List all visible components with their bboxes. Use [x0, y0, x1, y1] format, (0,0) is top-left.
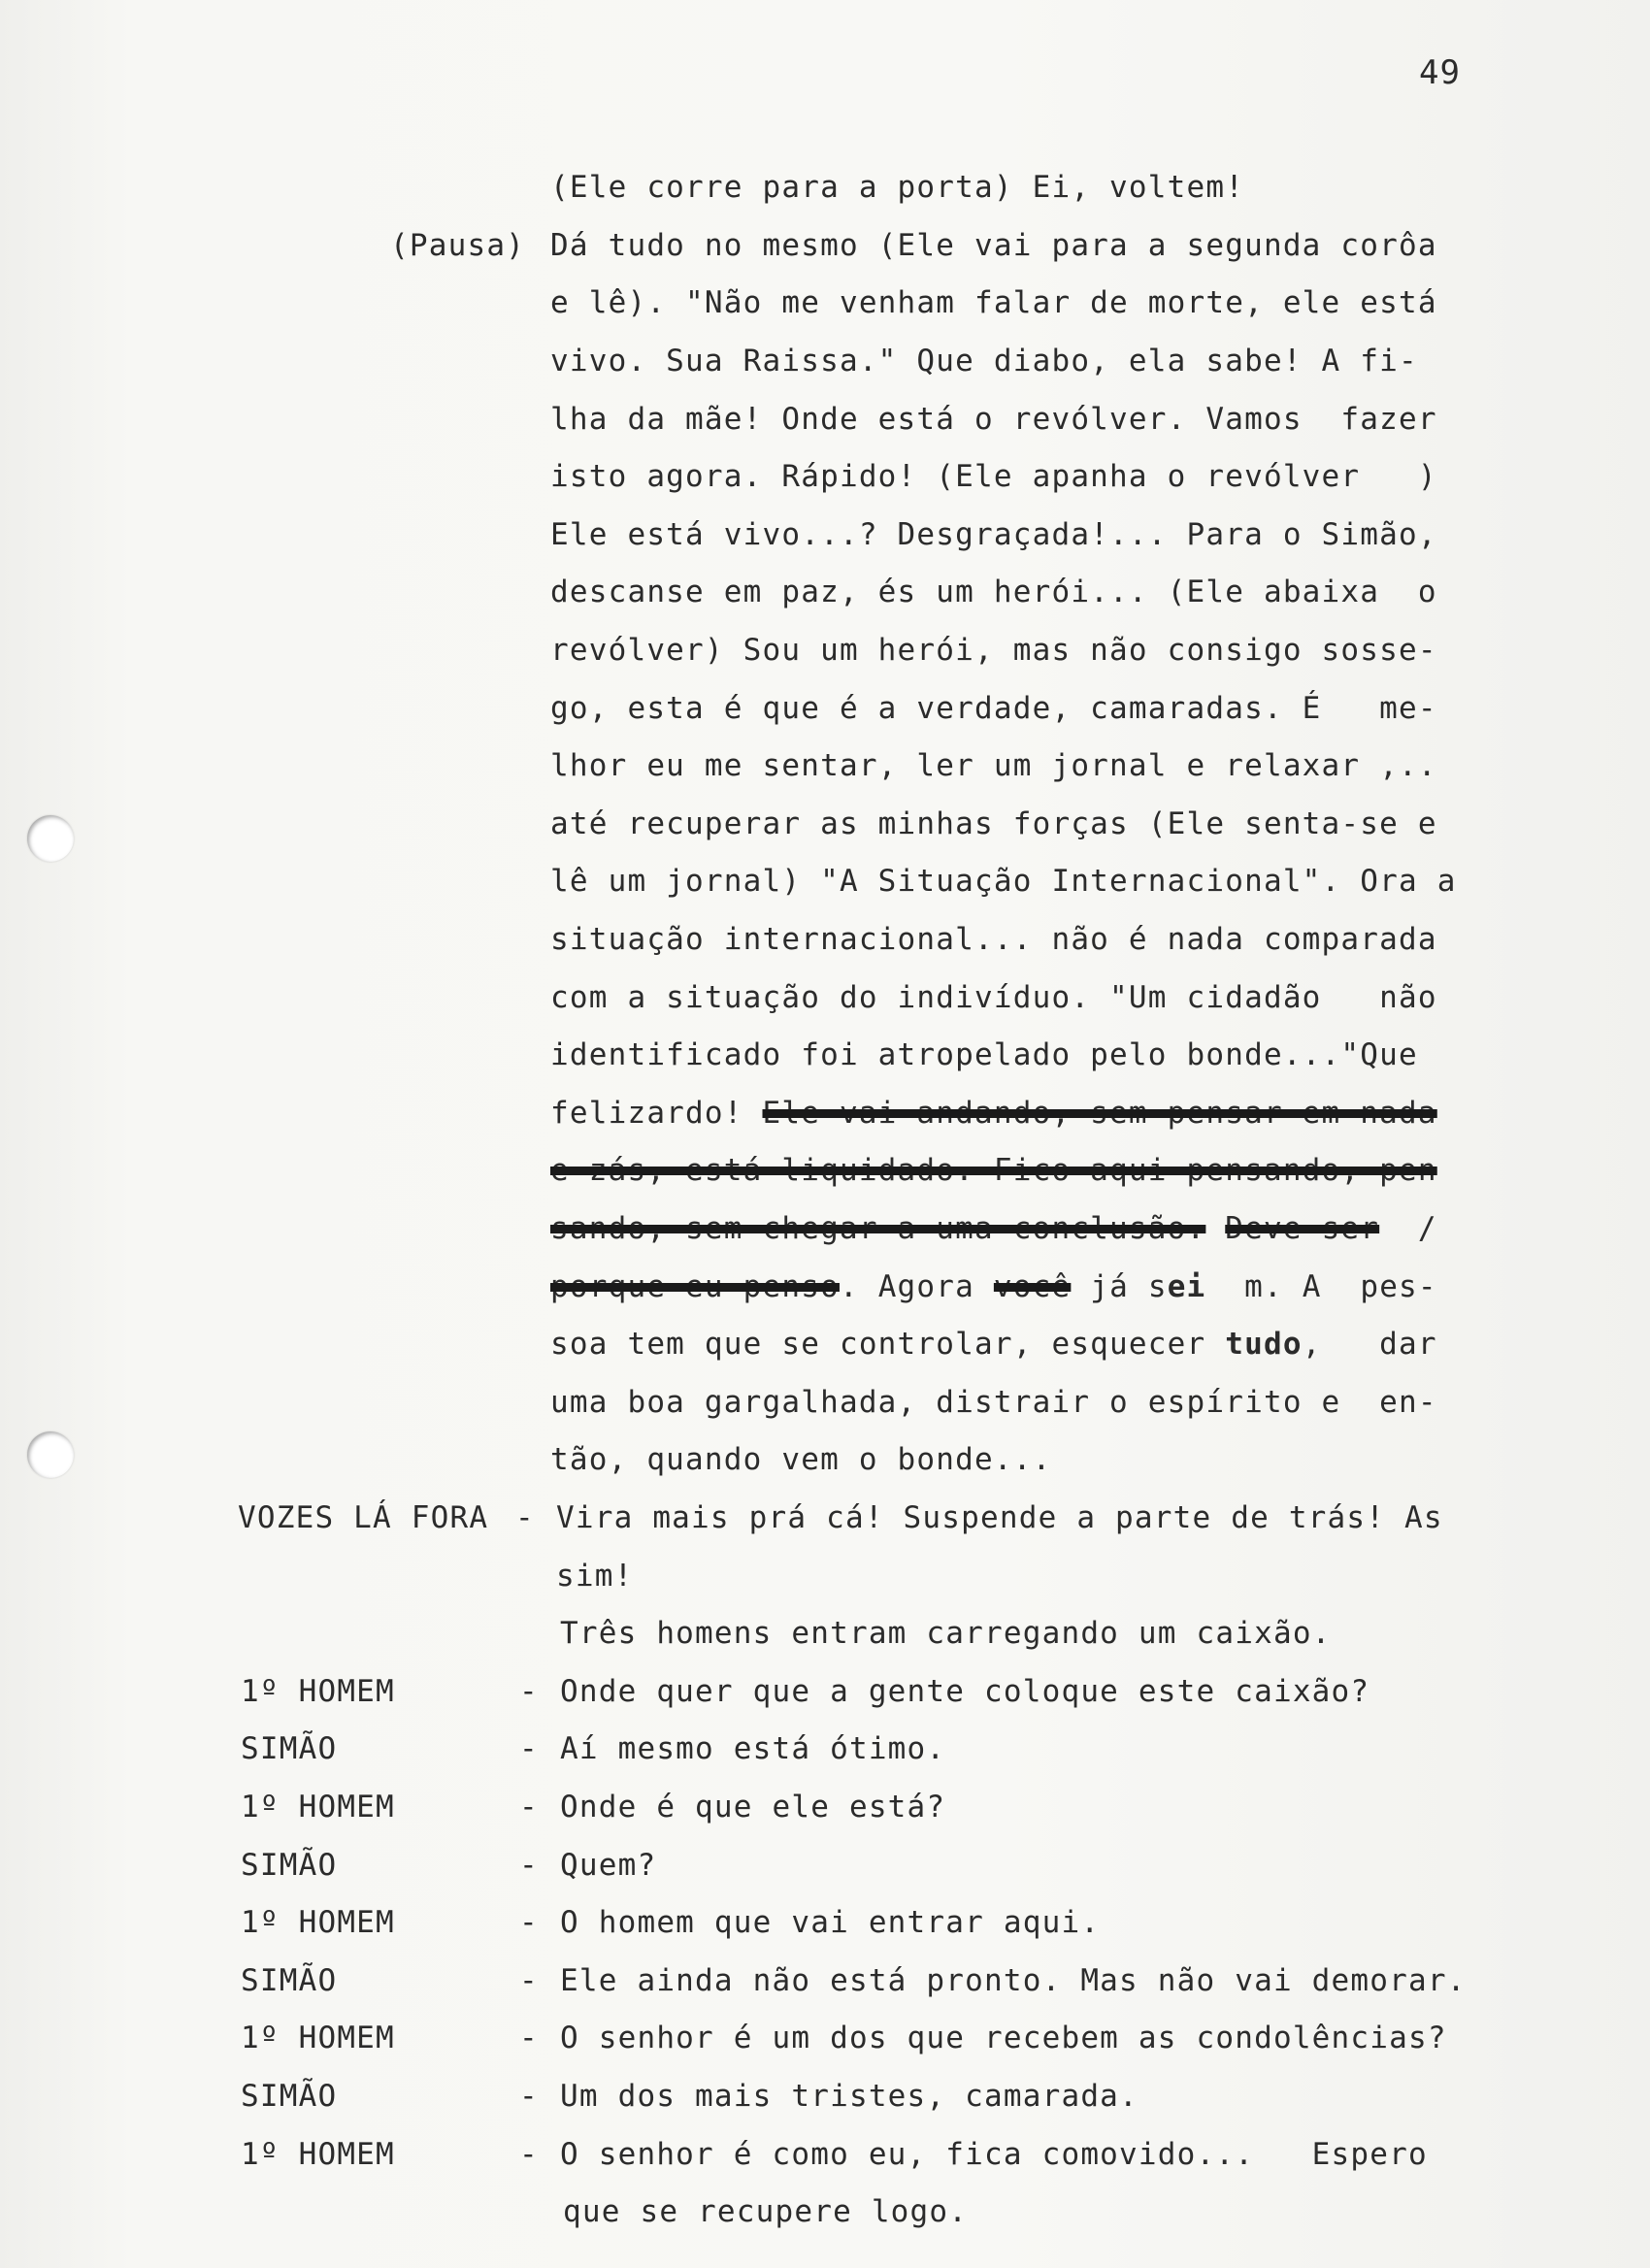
dialogue-line: Um dos mais tristes, camarada.: [560, 2079, 1138, 2114]
monologue-line: lha da mãe! Onde está o revólver. Vamos fazer: [550, 402, 1437, 437]
monologue-line: identificado foi atropelado pelo bonde..."Que: [550, 1037, 1418, 1072]
plain-text: já s: [1071, 1269, 1168, 1304]
plain-text: soa tem que se controlar, esquecer: [550, 1327, 1226, 1362]
dialogue-line: O homem que vai entrar aqui.: [560, 1905, 1101, 1940]
dialogue-dash: -: [519, 2137, 538, 2172]
dialogue-dash: -: [519, 1731, 538, 1766]
crossed-out-text: Ele vai andando, sem pensar em nada: [762, 1096, 1437, 1131]
dialogue-dash: -: [515, 1500, 534, 1535]
speaker-name: VOZES LÁ FORA: [238, 1500, 489, 1535]
crossed-out-text: porque eu penso: [550, 1269, 840, 1304]
struck-line: [550, 1209, 1437, 1248]
monologue-line: situação internacional... não é nada comparada: [550, 922, 1437, 957]
speaker-name: 1º HOMEM: [241, 1674, 395, 1709]
struck-line: [550, 1267, 1437, 1306]
stage-direction: Três homens entram carregando um caixão.: [560, 1616, 1332, 1651]
punch-hole: [27, 1431, 74, 1478]
dialogue-line: que se recupere logo.: [563, 2194, 969, 2229]
dialogue-line: Aí mesmo está ótimo.: [560, 1731, 946, 1766]
crossed-out-text: você: [993, 1269, 1072, 1304]
crossed-out-text: sando, sem chegar a uma conclusão.: [550, 1211, 1206, 1246]
struck-line: [550, 1151, 1437, 1190]
dialogue-line: O senhor é como eu, fica comovido... Espero: [560, 2137, 1428, 2172]
speaker-name: 1º HOMEM: [241, 2137, 395, 2172]
handwritten-correction: ei: [1167, 1269, 1206, 1304]
speaker-name: 1º HOMEM: [241, 1790, 395, 1824]
plain-text: [1205, 1211, 1225, 1246]
crossed-out-text: e zás, está liquidado. Fico aqui pensando, pen: [550, 1153, 1437, 1188]
monologue-line: isto agora. Rápido! (Ele apanha o revólver ): [550, 459, 1437, 494]
page-number: 49: [1419, 53, 1461, 92]
pausa-label: (Pausa): [390, 228, 526, 263]
monologue-line: Dá tudo no mesmo (Ele vai para a segunda corôa: [550, 228, 1437, 263]
struck-line: [550, 1094, 1437, 1133]
plain-text: . Agora: [839, 1269, 994, 1304]
monologue-line: uma boa gargalhada, distrair o espírito e en-: [550, 1385, 1437, 1420]
dialogue-dash: -: [519, 1790, 538, 1824]
dialogue-line: Ele ainda não está pronto. Mas não vai demorar.: [560, 1963, 1467, 1998]
monologue-line: descanse em paz, és um herói... (Ele abaixa o: [550, 575, 1437, 609]
dialogue-line: Onde quer que a gente coloque este caixão?: [560, 1674, 1370, 1709]
dialogue-dash: -: [519, 1848, 538, 1883]
dialogue-line: sim!: [556, 1559, 634, 1594]
monologue-line: (Ele corre para a porta) Ei, voltem!: [550, 170, 1245, 205]
monologue-line: revólver) Sou um herói, mas não consigo sosse-: [550, 633, 1437, 668]
handwritten-correction: tudo: [1225, 1327, 1303, 1362]
monologue-line: vivo. Sua Raissa." Que diabo, ela sabe! A fi-: [550, 344, 1418, 378]
plain-text: , dar: [1302, 1327, 1437, 1362]
monologue-line: com a situação do indivíduo. "Um cidadão não: [550, 980, 1437, 1015]
dialogue-dash: -: [519, 2079, 538, 2114]
monologue-line: até recuperar as minhas forças (Ele senta-se e: [550, 806, 1437, 841]
speaker-name: SIMÃO: [241, 2079, 338, 2114]
crossed-out-text: Deve ser: [1225, 1211, 1380, 1246]
speaker-name: SIMÃO: [241, 1848, 338, 1883]
dialogue-dash: -: [519, 1674, 538, 1709]
monologue-line: lê um jornal) "A Situação Internacional". Ora a: [550, 864, 1457, 899]
punch-hole: [27, 815, 74, 862]
plain-text: felizardo!: [550, 1096, 763, 1131]
plain-text: m. A pes-: [1205, 1269, 1437, 1304]
monologue-line: [550, 1325, 1437, 1364]
monologue-line: lhor eu me sentar, ler um jornal e relaxar ,..: [550, 748, 1437, 783]
speaker-name: 1º HOMEM: [241, 2021, 395, 2055]
dialogue-line: Vira mais prá cá! Suspende a parte de trás! As: [556, 1500, 1443, 1535]
dialogue-dash: -: [519, 2021, 538, 2055]
monologue-line: e lê). "Não me venham falar de morte, ele está: [550, 285, 1437, 320]
monologue-line: go, esta é que é a verdade, camaradas. É me-: [550, 691, 1437, 726]
dialogue-line: Onde é que ele está?: [560, 1790, 946, 1824]
speaker-name: 1º HOMEM: [241, 1905, 395, 1940]
plain-text: /: [1379, 1211, 1437, 1246]
speaker-name: SIMÃO: [241, 1963, 338, 1998]
dialogue-line: Quem?: [560, 1848, 657, 1883]
speaker-name: SIMÃO: [241, 1731, 338, 1766]
dialogue-dash: -: [519, 1963, 538, 1998]
monologue-line: tão, quando vem o bonde...: [550, 1442, 1052, 1477]
monologue-line: Ele está vivo...? Desgraçada!... Para o Simão,: [550, 517, 1437, 552]
dialogue-dash: -: [519, 1905, 538, 1940]
dialogue-line: O senhor é um dos que recebem as condolências?: [560, 2021, 1447, 2055]
